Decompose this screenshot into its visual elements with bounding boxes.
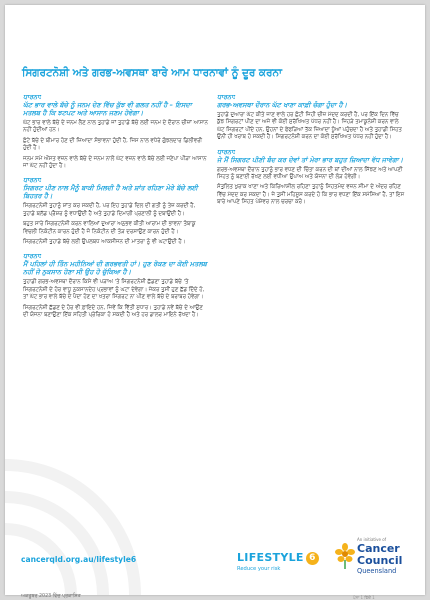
- myth-block: [23, 176, 208, 246]
- myth-paragraph: ਜਨਮ ਸਮੇਂ ਔਸਤ ਵਜ਼ਨ ਵਾਲੇ ਬੱਚੇ ਦੇ ਜਨਮ ਨਾਲੋਂ ਘੱਟ ਵਜ਼ਨ ਵਾਲੇ ਬੱਚੇ ਲਈ ਜਣੇਪਾ ਪੀੜਾ ਆਸਾਨ ਜਾਂ ਘੱਟ ਨਹੀਂ ਹੁੰਦਾ ਹੈ।: [23, 155, 207, 170]
- daffodil-icon: [335, 543, 355, 569]
- myth-label: ਧਾਰਨਾ:: [23, 252, 42, 261]
- myth-paragraph: ਗਰਭ-ਅਵਸਥਾ ਦੌਰਾਨ ਤੁਹਾਨੂੰ ਭਾਰ ਵਧਣ ਦੀ ਚਿੰਤਾ ਕਰਨ ਦੀ ਥਾਂ ਦੀਆਂ ਨਾਲ ਸਿੱਝਣ ਅਤੇ ਆਪਣੀ ਸਿਹਤ ਨੂੰ ਬਣਾਈ ਰੱਖਣ ਲਈ ਵਧੀਆ ਉਪਾਅ ਅਤੇ ਯੋਜਨਾ ਦੀ ਲੋੜ ਹੋਵੇਗੀ।: [217, 166, 403, 181]
- right-column: [217, 93, 407, 213]
- decorative-arcs: [5, 435, 205, 595]
- cc-initiative-text: An initiative of: [357, 537, 387, 542]
- myth-label: ਧਾਰਨਾ:: [23, 176, 42, 185]
- myth-block: [23, 252, 208, 319]
- lifestyle-tagline: Reduce your risk: [237, 566, 281, 572]
- cancer-council-logo: [335, 537, 415, 587]
- myth-paragraph: ਸੰਤੁਲਿਤ ਖੁਰਾਕ ਖਾਣਾ ਅਤੇ ਕਿਰਿਆਸ਼ੀਲ ਰਹਿਣਾ ਤੁਹਾਨੂੰ ਸਿਹਤਮੰਦ ਵਜ਼ਨ ਸੀਮਾ ਦੇ ਅੰਦਰ ਰਹਿਣ ਵਿੱਚ ਮੱਦਦ ਕਰ ਸਕਦਾ ਹੈ। ਜੇ ਤੁਸੀਂ ਮਹਿਸੂਸ ਕਰਦੇ ਹੋ ਕਿ ਭਾਰ ਵਧਣਾ ਇੱਕ ਸਮੱਸਿਆ ਹੈ, ਤਾਂ ਇਸ ਬਾਰੇ ਆਪਣੇ ਸਿਹਤ ਪੇਸ਼ੇਵਰ ਨਾਲ ਚਰਚਾ ਕਰੋ।: [217, 184, 405, 206]
- myth-block: [23, 93, 208, 170]
- cc-wordmark-cancer: Cancer: [357, 542, 400, 555]
- myth-paragraph: ਬਹੁਤ ਸਾਰੇ ਸਿਗਰਟਨੋਸ਼ੀ ਕਰਨ ਵਾਲਿਆਂ ਦੁਆਰਾ ਅਨੁਭਵ ਕੀਤੀ ਆਰਾਮ ਦੀ ਭਾਵਨਾ ਤੰਬਾਕੂ ਵਿਚਲੀ ਨਿਕੋਟੀਨ ਕਾਰਨ ਹੁੰਦੀ ਹੈ ਜੋ ਨਿਕੋਟੀਨ ਦੀ ਤੋੜ ਦਰਸਾਉਣ ਕਾਰਨ ਹੁੰਦੀ ਹੈ।: [23, 221, 196, 235]
- left-column: [23, 93, 208, 326]
- page-title: ਸਿਗਰਟਨੋਸ਼ੀ ਅਤੇ ਗਰਭ-ਅਵਸਥਾ ਬਾਰੇ ਆਮ ਧਾਰਨਾਵਾਂ ਨੂੰ ਦੂਰ ਕਰਨਾ: [22, 67, 282, 79]
- cc-state: Queensland: [357, 567, 397, 575]
- myth-paragraph: ਤੁਹਾਡੀ ਗਰਭ-ਅਵਸਥਾ ਦੌਰਾਨ ਕਿਸੇ ਵੀ ਪੜਾਅ 'ਤੇ ਸਿਗਰਟਨੋਸ਼ੀ ਛੱਡਣਾ ਤੁਹਾਡੇ ਬੱਚੇ 'ਤੇ ਸਿਗਰਟਨੋਸ਼ੀ ਦੇ ਹੋਰ ਵਾਧੂ ਨੁਕਸਾਨਦੇਹ ਪ੍ਰਭਾਵਾਂ ਨੂੰ ਘਟਾ ਦੇਵੇਗਾ। ਜੇਕਰ ਤੁਸੀਂ ਹੁਣ ਛੱਡ ਦਿੰਦੇ ਹੋ, ਤਾਂ ਘੱਟ ਭਾਰ ਵਾਲੇ ਬੱਚੇ ਦੇ ਪੈਦਾ ਹੋਣ ਦਾ ਖਤਰਾ ਸਿਗਰਟ ਨਾ ਪੀਣ ਵਾਲੇ ਬੱਚੇ ਦੇ ਬਰਾਬਰ ਹੋਵੇਗਾ।: [23, 279, 205, 301]
- myth-paragraph: ਸਿਗਰਟਨੋਸ਼ੀ ਤੁਹਾਨੂੰ ਸ਼ਾਂਤ ਕਰ ਸਕਦੀ ਹੈ, ਪਰ ਇਹ ਤੁਹਾਡੇ ਦਿਲ ਦੀ ਗਤੀ ਨੂੰ ਤੇਜ਼ ਕਰਦੀ ਹੈ, ਤੁਹਾਡੇ ਬਲੱਡ ਪ੍ਰੈਸ਼ਰ ਨੂੰ ਵਧਾਉਂਦੀ ਹੈ ਅਤੇ ਤੁਹਾਡੇ ਦਿਮਾਗੀ ਪ੍ਰਣਾਲੀ ਨੂੰ ਦਬਾਉਂਦੀ ਹੈ।: [23, 203, 196, 217]
- myth-heading: ਘੱਟ ਭਾਰ ਵਾਲੇ ਬੱਚੇ ਨੂੰ ਜਨਮ ਦੇਣ ਵਿੱਚ ਕੁੱਝ ਵੀ ਗਲਤ ਨਹੀਂ ਹੈ – ਇਸਦਾ ਮਤਲਬ ਹੈ ਕਿ ਝਟਪਟ ਅਤੇ ਆਸਾਨ ਜਣਮ ਹੋਵੇਗਾ।: [23, 101, 192, 117]
- myth-paragraph: ਛੋਟੇ ਬੱਚੇ ਦੇ ਬੀਮਾਰ ਹੋਣ ਦੀ ਜ਼ਿਆਦਾ ਸੰਭਾਵਨਾ ਹੁੰਦੀ ਹੈ, ਜਿਸ ਨਾਲ ਵਧੇਰੇ ਗੁੰਝਲਦਾਰ ਡਿਲੀਵਰੀ ਹੁੰਦੀ ਹੈ।: [23, 137, 203, 152]
- page-number: ਪੰਨਾ 1 ਵਿੱਚੋਂ 1: [353, 595, 375, 600]
- footer-url-link[interactable]: cancerqld.org.au/lifestyle6: [21, 555, 137, 564]
- myth-heading: ਮੈਂ ਪਹਿਲਾਂ ਹੀ ਤਿੰਨ ਮਹੀਨਿਆਂ ਦੀ ਗਰਭਵਤੀ ਹਾਂ। ਹੁਣ ਰੋਕਣ ਦਾ ਕੋਈ ਮਤਲਬ ਨਹੀਂ ਜੋ ਨੁਕਸਾਨ ਹੋਣਾ ਸੀ ਉਹ ਹੋ ਚੁੱਕਿਆ ਹੈ।: [23, 260, 207, 277]
- myth-block: [217, 93, 407, 142]
- myth-block: [217, 148, 407, 207]
- myth-heading: ਗਰਭ-ਅਵਸਥਾ ਦੌਰਾਨ ਘੱਟ ਖਾਣਾ ਕਾਫ਼ੀ ਚੰਗਾ ਹੁੰਦਾ ਹੈ।: [217, 101, 348, 109]
- myth-heading: ਸਿਗਰਟ ਪੀਣ ਨਾਲ ਮੈਨੂੰ ਬਾਕੀ ਮਿਲਦੀ ਹੈ ਅਤੇ ਸ਼ਾਂਤ ਰਹਿਣਾ ਮੇਰੇ ਬੱਚੇ ਲਈ ਬਿਹਤਰ ਹੈ।: [23, 184, 198, 201]
- myth-paragraph: ਘੱਟ ਭਾਰ ਵਾਲੇ ਬੱਚੇ ਦੇ ਜਨਮ ਲੈਣ ਨਾਲ ਤੁਹਾਡੇ ਜਾਂ ਤੁਹਾਡੇ ਬੱਚੇ ਲਈ ਜਨਮ ਦੇ ਦੌਰਾਨ ਚੀਜ਼ਾਂ ਆਸਾਨ ਨਹੀਂ ਹੁੰਦੀਆਂ ਹਨ।: [23, 120, 208, 134]
- lifestyle6-logo: [237, 546, 319, 572]
- cc-wordmark-council: Council: [357, 554, 403, 567]
- lifestyle-six-icon: 6: [306, 552, 319, 565]
- lifestyle-wordmark: LIFESTYLE: [237, 551, 304, 564]
- myth-label: ਧਾਰਨਾ:: [217, 147, 236, 156]
- page: [5, 5, 425, 600]
- myth-paragraph: ਸਿਗਰਟਨੋਸ਼ੀ ਛੱਡਣ ਦੇ ਹੋਰ ਵੀ ਫ਼ਾਇਦੇ ਹਨ, ਜਿਵੇਂ ਕਿ ਵਿੱਤੀ ਸੁਧਾਰ। ਤੁਹਾਡੇ ਨਵੇਂ ਬੱਚੇ ਦੇ ਆਉਣ ਦੀ ਯੋਜਨਾ ਬਣਾਉਣਾ ਇੱਕ ਸਹਿਤੀ ਪ੍ਰੇਰਿਕਾ ਹੋ ਸਕਦੀ ਹੈ ਅਤੇ ਹਰ ਡਾਲਰ ਮਾਇਨੇ ਰੱਖਦਾ ਹੈ।: [23, 304, 203, 319]
- myth-paragraph: ਤੁਹਾਡੇ ਦੁਆਰਾ ਘੱਟ ਕੀਤੇ ਜਾਣ ਵਾਲੇ ਹਰ ਛੋਟੀ ਜਿਹੀ ਚੀਜ਼ ਮੱਦਦ ਕਰਦੀ ਹੈ, ਪਰ ਇੱਕ ਦਿਨ ਵਿੱਚ ਕੁੱਝ ਸਿਗਰਟਾਂ ਪੀਣ ਦਾ ਅਜੇ ਵੀ ਕੋਈ ਸੁਰੱਖਿਅਤ ਪੱਧਰ ਨਹੀਂ ਹੈ। ਜਿਹੜੇ ਤਮਾਕੂਨੋਸ਼ੀ ਕਰਨ ਵਾਲੇ ਘੱਟ ਸਿਗਰਟਾਂ ਪੀਂਦੇ ਹਨ, ਉਹਨਾਂ ਦੇ ਫੇਫੜਿਆਂ ਤੱਕ ਜ਼ਿਆਦਾ ਧੂੰਆਂ ਪਹੁੰਚਦਾ ਹੈ ਅਤੇ ਤੁਹਾਡੀ ਸਿਹਤ ਉਨੀਂ ਹੀ ਖਰਾਬ ਹੋ ਸਕਦੀ ਹੈ। ਸਿਗਰਟਨੋਸ਼ੀ ਕਰਨ ਦਾ ਕੋਈ ਸੁਰੱਖਿਅਤ ਪੱਧਰ ਨਹੀਂ ਹੁੰਦਾ ਹੈ।: [217, 112, 402, 141]
- myth-label: ਧਾਰਨਾ:: [217, 93, 236, 101]
- myth-paragraph: ਸਿਗਰਟਨੋਸ਼ੀ ਤੁਹਾਡੇ ਬੱਚੇ ਲਈ ਉਪਲਬਧ ਆਕਸੀਜਨ ਦੀ ਮਾਤਰਾ ਨੂੰ ਵੀ ਘਟਾਉਂਦੀ ਹੈ।: [23, 239, 186, 246]
- myth-label: ਧਾਰਨਾ:: [23, 93, 42, 101]
- footer-publication-note: ਅਕਤੂਬਰ 2023 ਵਿੱਚ ਪ੍ਰਕਾਸ਼ਿਤ: [21, 594, 81, 599]
- myth-heading: ਜੇ ਮੈਂ ਸਿਗਰਟ ਪੀਣੀ ਬੰਦ ਕਰ ਦੇਵਾਂ ਤਾਂ ਮੇਰਾ ਭਾਰ ਬਹੁਤ ਜ਼ਿਆਦਾ ਵੱਧ ਜਾਵੇਗਾ।: [217, 155, 404, 164]
